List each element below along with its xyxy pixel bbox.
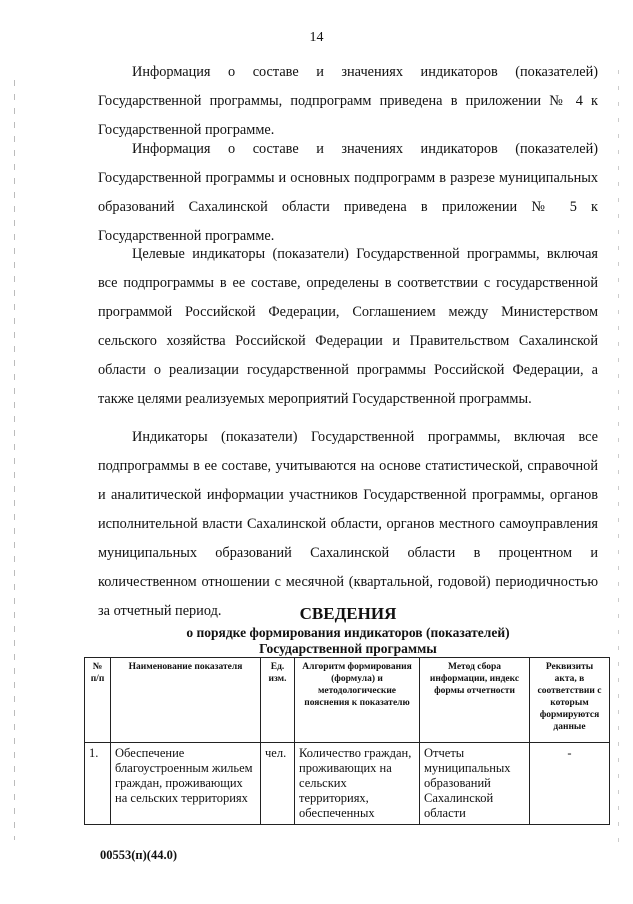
paragraph-4: Индикаторы (показатели) Государственной программы, включая все подпрограммы в ее составе, учитываются на основе статистической, справочной и аналитической информации участников Государственной программы, органов исполнительной власти Сахалинской области, органов местного самоуправления муниципальных образований Сахалинской области в процентном и количественном отношении с месячной (квартальной, годовой) периодичностью за отчетный период. [98, 429, 598, 619]
table-header-row [85, 658, 610, 743]
col-header-algorithm: Алгоритм формирования (формула) и методологические пояснения к показателю [295, 658, 420, 743]
col-header-name: Наименование показателя [111, 658, 261, 743]
cell-num: 1. [85, 743, 111, 825]
document-code: 00553(п)(44.0) [100, 848, 177, 862]
paragraph-1: Информация о составе и значениях индикаторов (показателей) Государственной программы, подпрограмм приведена в приложении № 4 к Государственной программе. [98, 64, 598, 138]
section-title: СВЕДЕНИЯ [299, 604, 397, 623]
page-number: 14 [309, 30, 324, 45]
col-header-unit: Ед. изм. [261, 658, 295, 743]
cell-name: Обеспечение благоустроенным жильем граждан, проживающих на сельских территориях [111, 743, 261, 825]
scan-margin-mark-right [618, 70, 619, 850]
col-header-method: Метод сбора информации, индекс формы отчетности [420, 658, 530, 743]
col-header-act: Реквизиты акта, в соответствии с которым формируются данные [530, 658, 610, 743]
cell-algorithm: Количество граждан, проживающих на сельских территориях, обеспеченных [295, 743, 420, 825]
paragraph-2: Информация о составе и значениях индикаторов (показателей) Государственной программы и основных подпрограмм в разрезе муниципальных образований Сахалинской области приведена в приложении № 5 к Государственной программе. [98, 141, 598, 244]
section-subtitle-line1: о порядке формирования индикаторов (показателей) [186, 625, 510, 640]
cell-method: Отчеты муниципальных образований Сахалинской области [420, 743, 530, 825]
table-row [85, 743, 610, 825]
section-subtitle-line2: Государственной программы [259, 641, 437, 656]
indicators-table [84, 657, 610, 825]
scan-margin-mark [14, 80, 15, 840]
paragraph-3: Целевые индикаторы (показатели) Государственной программы, включая все подпрограммы в ее составе, определены в соответствии с государственной программой Российской Федерации, Соглашением между Министерством сельского хозяйства Российской Федерации и Правительством Сахалинской области о реализации государственной программы Российской Федерации, а также целями реализуемых мероприятий Государственной программы. [98, 246, 598, 407]
cell-unit: чел. [261, 743, 295, 825]
col-header-num: № п/п [85, 658, 111, 743]
cell-act: - [530, 743, 610, 825]
